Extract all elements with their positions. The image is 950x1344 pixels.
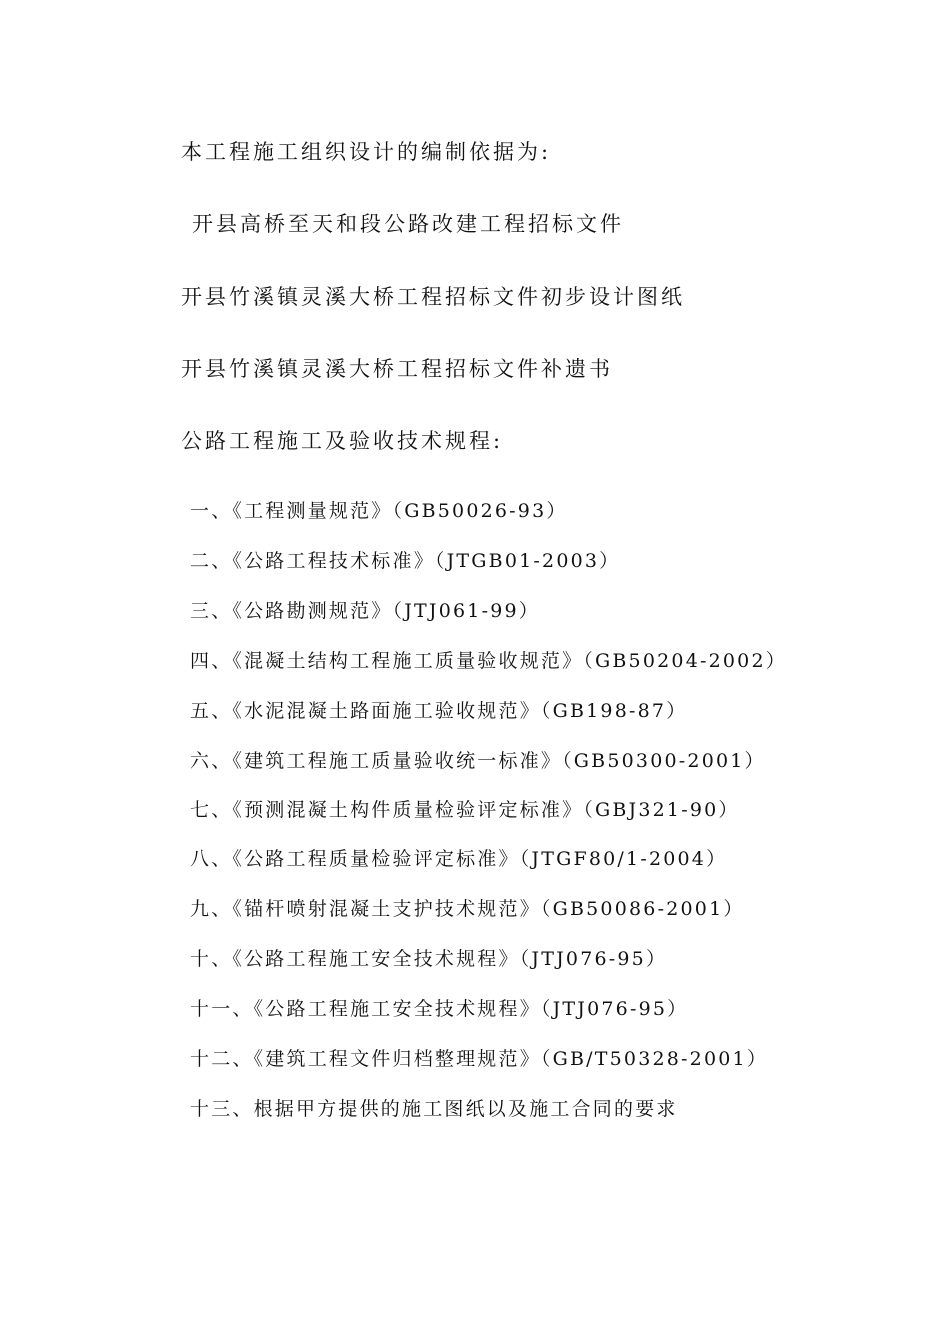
standard-item: 九、《锚杆喷射混凝土支护技术规范》（GB50086-2001） — [190, 898, 745, 920]
standard-item: 二、《公路工程技术标准》（JTGB01-2003） — [190, 550, 621, 572]
standard-item: 五、《水泥混凝土路面施工验收规范》（GB198-87） — [190, 700, 688, 722]
standard-item: 一、《工程测量规范》（GB50026-93） — [190, 500, 568, 522]
source-item: 开县竹溪镇灵溪大桥工程招标文件补遗书 — [181, 357, 613, 381]
standard-item: 十二、《建筑工程文件归档整理规范》（GB/T50328-2001） — [190, 1048, 769, 1070]
standard-item: 十一、《公路工程施工安全技术规程》（JTJ076-95） — [190, 998, 689, 1020]
standard-item: 三、《公路勘测规范》（JTJ061-99） — [190, 600, 540, 622]
standard-item: 四、《混凝土结构工程施工质量验收规范》（GB50204-2002） — [190, 650, 787, 672]
standard-item: 七、《预测混凝土构件质量检验评定标准》（GBJ321-90） — [190, 799, 740, 821]
standard-item: 十三、根据甲方提供的施工图纸以及施工合同的要求 — [190, 1098, 678, 1120]
standard-item: 十、《公路工程施工安全技术规程》（JTJ076-95） — [190, 948, 668, 970]
source-item: 开县高桥至天和段公路改建工程招标文件 — [192, 212, 624, 236]
standard-item: 六、《建筑工程施工质量验收统一标准》（GB50300-2001） — [190, 750, 766, 772]
intro-text: 本工程施工组织设计的编制依据为: — [181, 140, 552, 164]
standard-item: 八、《公路工程质量检验评定标准》（JTGF80/1-2004） — [190, 848, 728, 870]
source-item: 开县竹溪镇灵溪大桥工程招标文件初步设计图纸 — [181, 285, 685, 309]
standards-heading: 公路工程施工及验收技术规程: — [181, 429, 504, 453]
